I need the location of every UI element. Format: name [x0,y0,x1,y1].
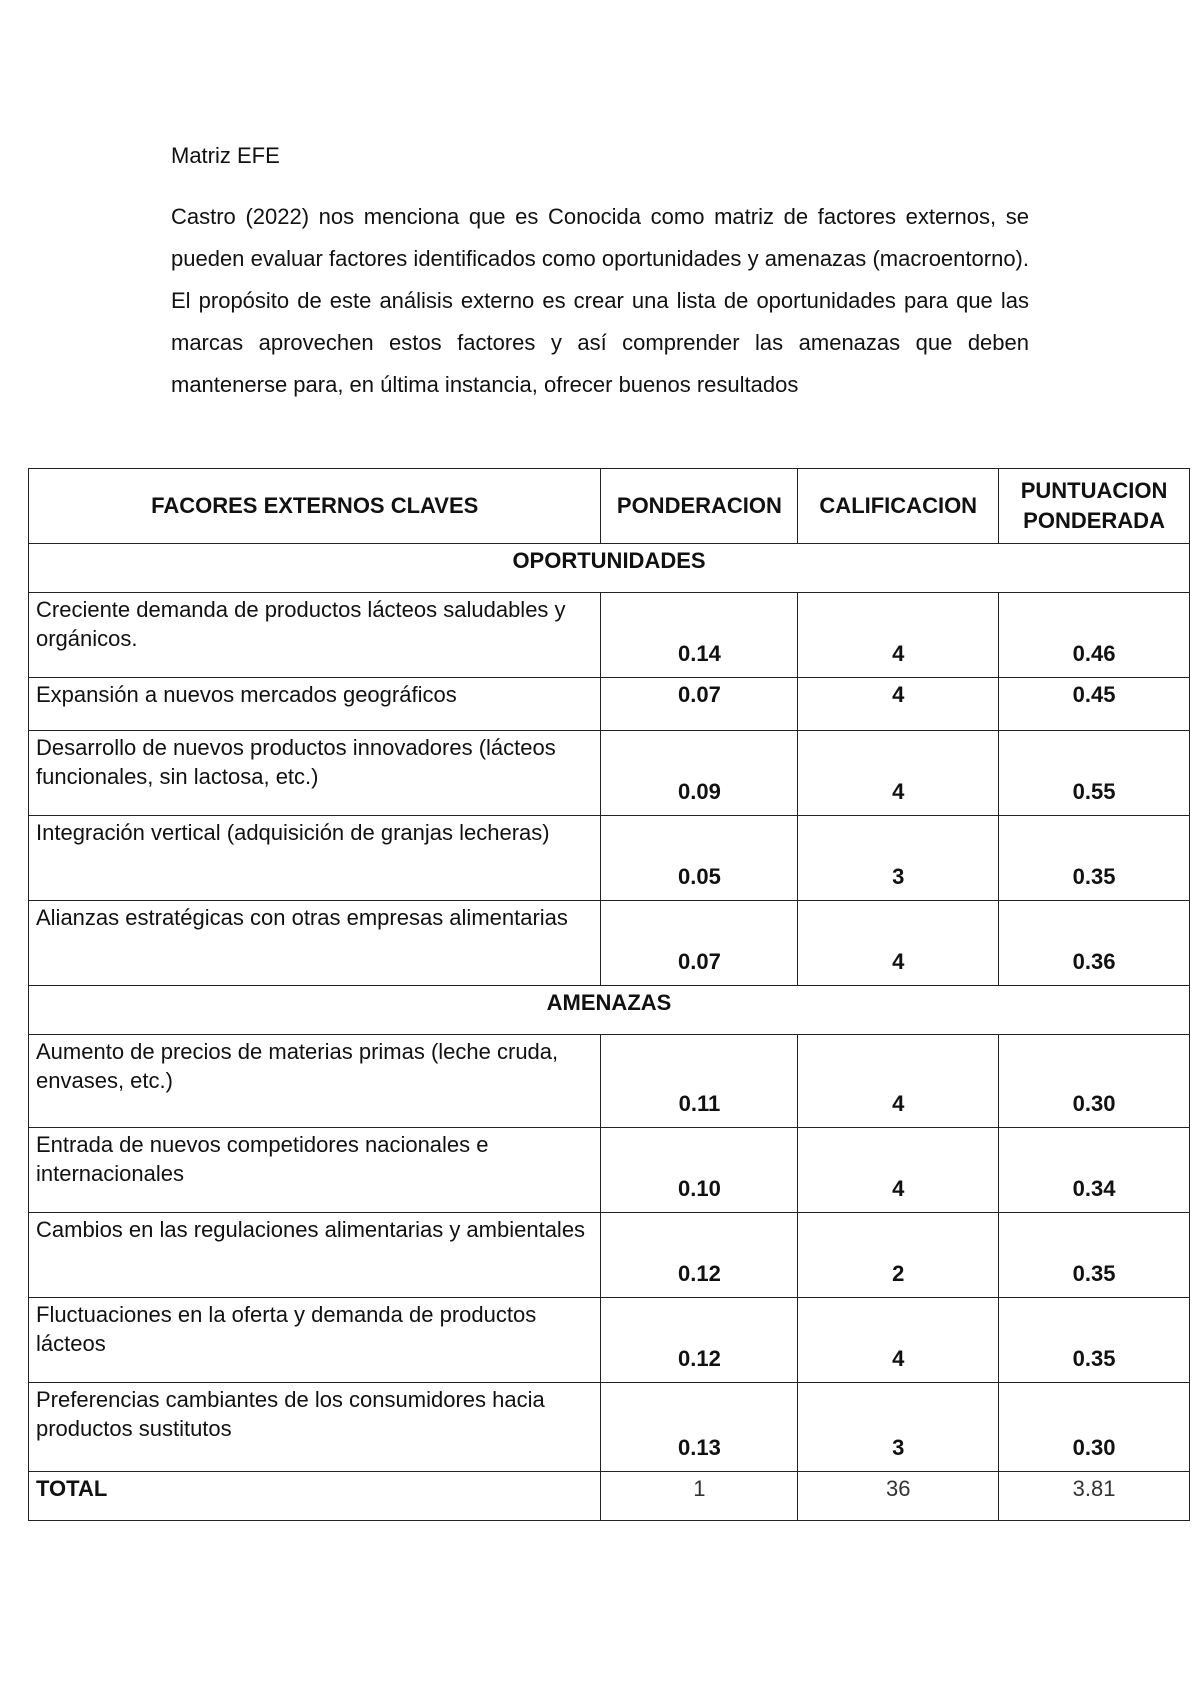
header-weighted-score: PUNTUACION PONDERADA [999,469,1190,544]
weight-cell: 0.13 [601,1383,798,1472]
table-row [29,1298,1190,1383]
factor-cell: Creciente demanda de productos lácteos saludables y orgánicos. [29,593,601,678]
weight-cell: 0.09 [601,731,798,816]
score-cell: 0.34 [999,1128,1190,1213]
rating-cell: 4 [798,678,999,731]
factor-cell: Preferencias cambiantes de los consumidores hacia productos sustitutos [29,1383,601,1472]
weight-cell: 0.07 [601,678,798,731]
efe-matrix-table [28,468,1190,1521]
total-weight: 1 [601,1472,798,1521]
weight-cell: 0.12 [601,1298,798,1383]
rating-cell: 4 [798,731,999,816]
total-score: 3.81 [999,1472,1190,1521]
score-cell: 0.35 [999,1213,1190,1298]
total-label: TOTAL [29,1472,601,1521]
section-label-threats: AMENAZAS [29,986,1190,1035]
section-row-threats [29,986,1190,1035]
table-row [29,816,1190,901]
weight-cell: 0.05 [601,816,798,901]
table-row [29,1128,1190,1213]
factor-cell: Integración vertical (adquisición de granjas lecheras) [29,816,601,901]
score-cell: 0.46 [999,593,1190,678]
table-row [29,731,1190,816]
section-row-opportunities [29,544,1190,593]
rating-cell: 2 [798,1213,999,1298]
factor-cell: Alianzas estratégicas con otras empresas alimentarias [29,901,601,986]
section-label-opportunities: OPORTUNIDADES [29,544,1190,593]
score-cell: 0.35 [999,1298,1190,1383]
weight-cell: 0.12 [601,1213,798,1298]
weight-cell: 0.11 [601,1035,798,1128]
table-row [29,1213,1190,1298]
rating-cell: 4 [798,1298,999,1383]
factor-cell: Cambios en las regulaciones alimentarias y ambientales [29,1213,601,1298]
factor-cell: Aumento de precios de materias primas (leche cruda, envases, etc.) [29,1035,601,1128]
weight-cell: 0.14 [601,593,798,678]
rating-cell: 4 [798,1128,999,1213]
intro-paragraph: Castro (2022) nos menciona que es Conocida como matriz de factores externos, se pueden evaluar factores identificados como oportunidades y amenazas (macroentorno). El propósito de este análisis externo es crear una lista de oportunidades para que las marcas aprovechen estos factores y así comprender las amenazas que deben mantenerse para, en última instancia, ofrecer buenos resultados [171,204,1029,397]
score-cell: 0.45 [999,678,1190,731]
score-cell: 0.35 [999,816,1190,901]
rating-cell: 4 [798,593,999,678]
weight-cell: 0.07 [601,901,798,986]
header-rating: CALIFICACION [798,469,999,544]
table-row [29,593,1190,678]
header-factors: FACORES EXTERNOS CLAVES [29,469,601,544]
table-row [29,1383,1190,1472]
total-row [29,1472,1190,1521]
score-cell: 0.36 [999,901,1190,986]
factor-cell: Expansión a nuevos mercados geográficos [29,678,601,731]
rating-cell: 3 [798,1383,999,1472]
score-cell: 0.30 [999,1035,1190,1128]
total-rating: 36 [798,1472,999,1521]
document-heading: Matriz EFE [171,143,280,168]
rating-cell: 4 [798,901,999,986]
factor-cell: Desarrollo de nuevos productos innovadores (lácteos funcionales, sin lactosa, etc.) [29,731,601,816]
score-cell: 0.30 [999,1383,1190,1472]
table-row [29,678,1190,731]
rating-cell: 4 [798,1035,999,1128]
table-header-row [29,469,1190,544]
table-row [29,1035,1190,1128]
score-cell: 0.55 [999,731,1190,816]
rating-cell: 3 [798,816,999,901]
header-weight: PONDERACION [601,469,798,544]
table-row [29,901,1190,986]
factor-cell: Fluctuaciones en la oferta y demanda de productos lácteos [29,1298,601,1383]
weight-cell: 0.10 [601,1128,798,1213]
factor-cell: Entrada de nuevos competidores nacionales e internacionales [29,1128,601,1213]
